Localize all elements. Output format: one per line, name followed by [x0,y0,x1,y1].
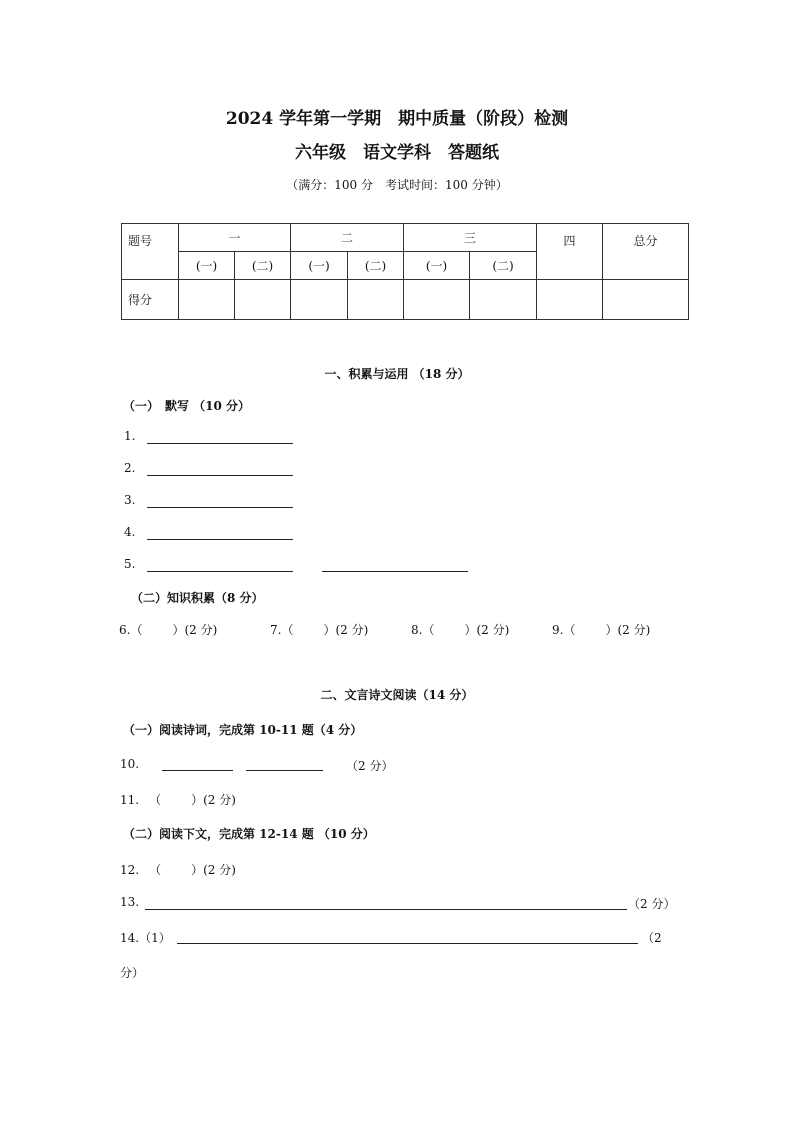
item-number: 2. [124,461,136,475]
subpart-3-2: (二) [470,252,537,280]
q13-answer-line[interactable] [145,909,627,910]
header-section-2: 二 [291,224,404,252]
item-number: 9. [552,623,564,637]
item-number: 3. [124,493,136,507]
item-number: 11. [120,793,140,807]
header-section-3: 三 [404,224,537,252]
q13-points: （2 分） [628,897,676,911]
part1-sub2-heading: （二）知识积累（8 分） [131,591,264,605]
part1-sub1-heading: （一） 默写 （10 分） [123,399,251,413]
points: (2 分) [335,623,369,637]
open-paren: （ [130,623,143,637]
points: (2 分) [203,793,236,807]
points: (2 分) [203,863,236,877]
answer-line-3[interactable] [147,507,293,508]
score-cell[interactable] [291,280,348,320]
part2-sub1-heading: （一）阅读诗词，完成第 10-11 题（4 分） [123,723,363,737]
q14-points-a: （2 [642,931,662,945]
score-cell[interactable] [348,280,404,320]
score-cell[interactable] [537,280,603,320]
close-paren: ） [464,623,477,637]
exam-info: （满分：100 分 考试时间：100 分钟） [286,178,508,192]
score-table [121,223,689,320]
subpart-3-1: (一) [404,252,470,280]
header-question-label: 题号 [122,224,179,280]
item-number: 6. [119,623,131,637]
score-cell[interactable] [470,280,537,320]
part1-heading: 一、积累与运用 （18 分） [324,367,470,381]
part2-heading: 二、文言诗文阅读（14 分） [320,688,474,702]
q13-number: 13. [120,895,140,909]
open-paren: （ [563,623,576,637]
points: (2 分) [617,623,651,637]
page-title: 2024 学年第一学期 期中质量（阶段）检测 [225,109,569,129]
answer-line-1[interactable] [147,443,293,444]
q10-blank-2[interactable] [246,770,323,771]
answer-line-5a[interactable] [147,571,293,572]
header-section-1: 一 [179,224,291,252]
item-number: 5. [124,557,136,571]
open-paren: （ [149,863,162,877]
q14-number: 14.（1） [120,931,171,945]
answer-line-2[interactable] [147,475,293,476]
q11 [120,791,236,808]
open-paren: （ [149,793,162,807]
open-paren: （ [281,623,294,637]
score-cell[interactable] [235,280,291,320]
choice-item-9 [552,621,650,638]
answer-line-4[interactable] [147,539,293,540]
q10-points: （2 分） [346,759,394,773]
close-paren: ） [172,623,185,637]
close-paren: ） [191,793,204,807]
choice-item-7 [270,621,368,638]
part2-sub2-heading: （二）阅读下文，完成第 12-14 题 （10 分） [123,827,375,841]
header-section-4: 四 [537,224,603,280]
page-subtitle: 六年级 语文学科 答题纸 [295,143,499,163]
item-number: 4. [124,525,136,539]
score-row-label: 得分 [122,280,179,320]
subpart-2-1: (一) [291,252,348,280]
choice-item-8 [411,621,509,638]
q10-blank-1[interactable] [162,770,233,771]
item-number: 7. [270,623,282,637]
subpart-1-1: (一) [179,252,235,280]
q10-number: 10. [120,757,140,771]
points: (2 分) [184,623,218,637]
close-paren: ） [323,623,336,637]
subpart-2-2: (二) [348,252,404,280]
score-cell[interactable] [603,280,689,320]
q14-answer-line[interactable] [177,943,638,944]
score-cell[interactable] [404,280,470,320]
item-number: 8. [411,623,423,637]
points: (2 分) [476,623,510,637]
close-paren: ） [191,863,204,877]
choice-item-6 [119,621,217,638]
subpart-1-2: (二) [235,252,291,280]
header-total: 总分 [603,224,689,280]
q14-points-b: 分） [120,966,145,980]
item-number: 12. [120,863,140,877]
score-cell[interactable] [179,280,235,320]
close-paren: ） [605,623,618,637]
answer-line-5b[interactable] [322,571,468,572]
open-paren: （ [422,623,435,637]
item-number: 1. [124,429,136,443]
q12 [120,861,236,878]
